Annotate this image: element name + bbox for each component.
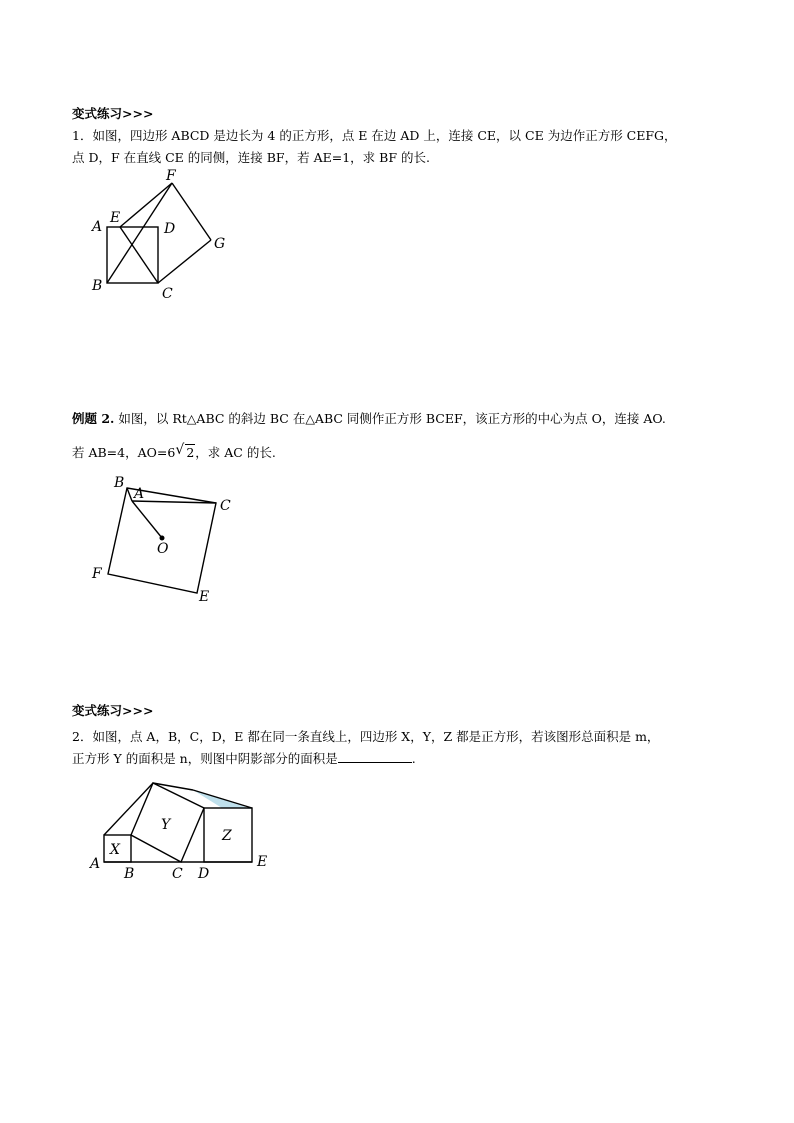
label-f: F [92,566,102,582]
segment-top-left [104,783,153,835]
label-c: C [162,286,173,302]
problem-text: . [411,751,416,766]
problem-text-line: 2．如图，点 A，B，C，D，E 都在同一条直线上，四边形 X，Y，Z 都是正方形，若该图形总面积是 m， [72,729,660,744]
label-d: D [198,866,210,882]
label-a: A [90,856,101,872]
label-g: G [214,236,226,252]
label-b: B [114,475,125,491]
problem-text: ，求 AC 的长. [195,445,276,460]
exercise-heading: 变式练习>>> [72,106,154,121]
label-c: C [172,866,183,882]
problem-text: 如图，以 Rt△ABC 的斜边 BC 在△ABC 同侧作正方形 BCEF，该正方形的中心为点 O，连接 AO. [118,411,666,426]
example-heading: 例题 2. [72,411,115,426]
label-o: O [157,541,169,557]
label-b: B [92,278,103,294]
label-a: A [134,486,145,502]
label-f: F [166,168,176,184]
problem-text: 正方形 Y 的面积是 n，则图中阴影部分的面积是 [72,751,338,766]
label-y: Y [161,817,171,833]
coefficient: 6 [167,445,176,460]
problem-text: 若 AB=4，AO= [72,445,168,460]
label-e: E [257,854,268,870]
label-e: E [199,589,210,605]
label-b: B [124,866,135,882]
radical-sign: √ [175,442,185,458]
problem-text-line: 点 D，F 在直线 CE 的同侧，连接 BF，若 AE=1，求 BF 的长. [72,150,430,165]
label-e: E [110,210,121,226]
problem-text-line: 1．如图，四边形 ABCD 是边长为 4 的正方形，点 E 在边 AD 上，连接 CE，以 CE 为边作正方形 CEFG， [72,128,677,143]
label-z: Z [222,828,232,844]
radicand: 2 [186,445,195,460]
exercise-heading: 变式练习>>> [72,703,154,718]
label-d: D [164,221,176,237]
label-c: C [220,498,231,514]
label-a: A [92,219,103,235]
label-x: X [110,842,120,858]
